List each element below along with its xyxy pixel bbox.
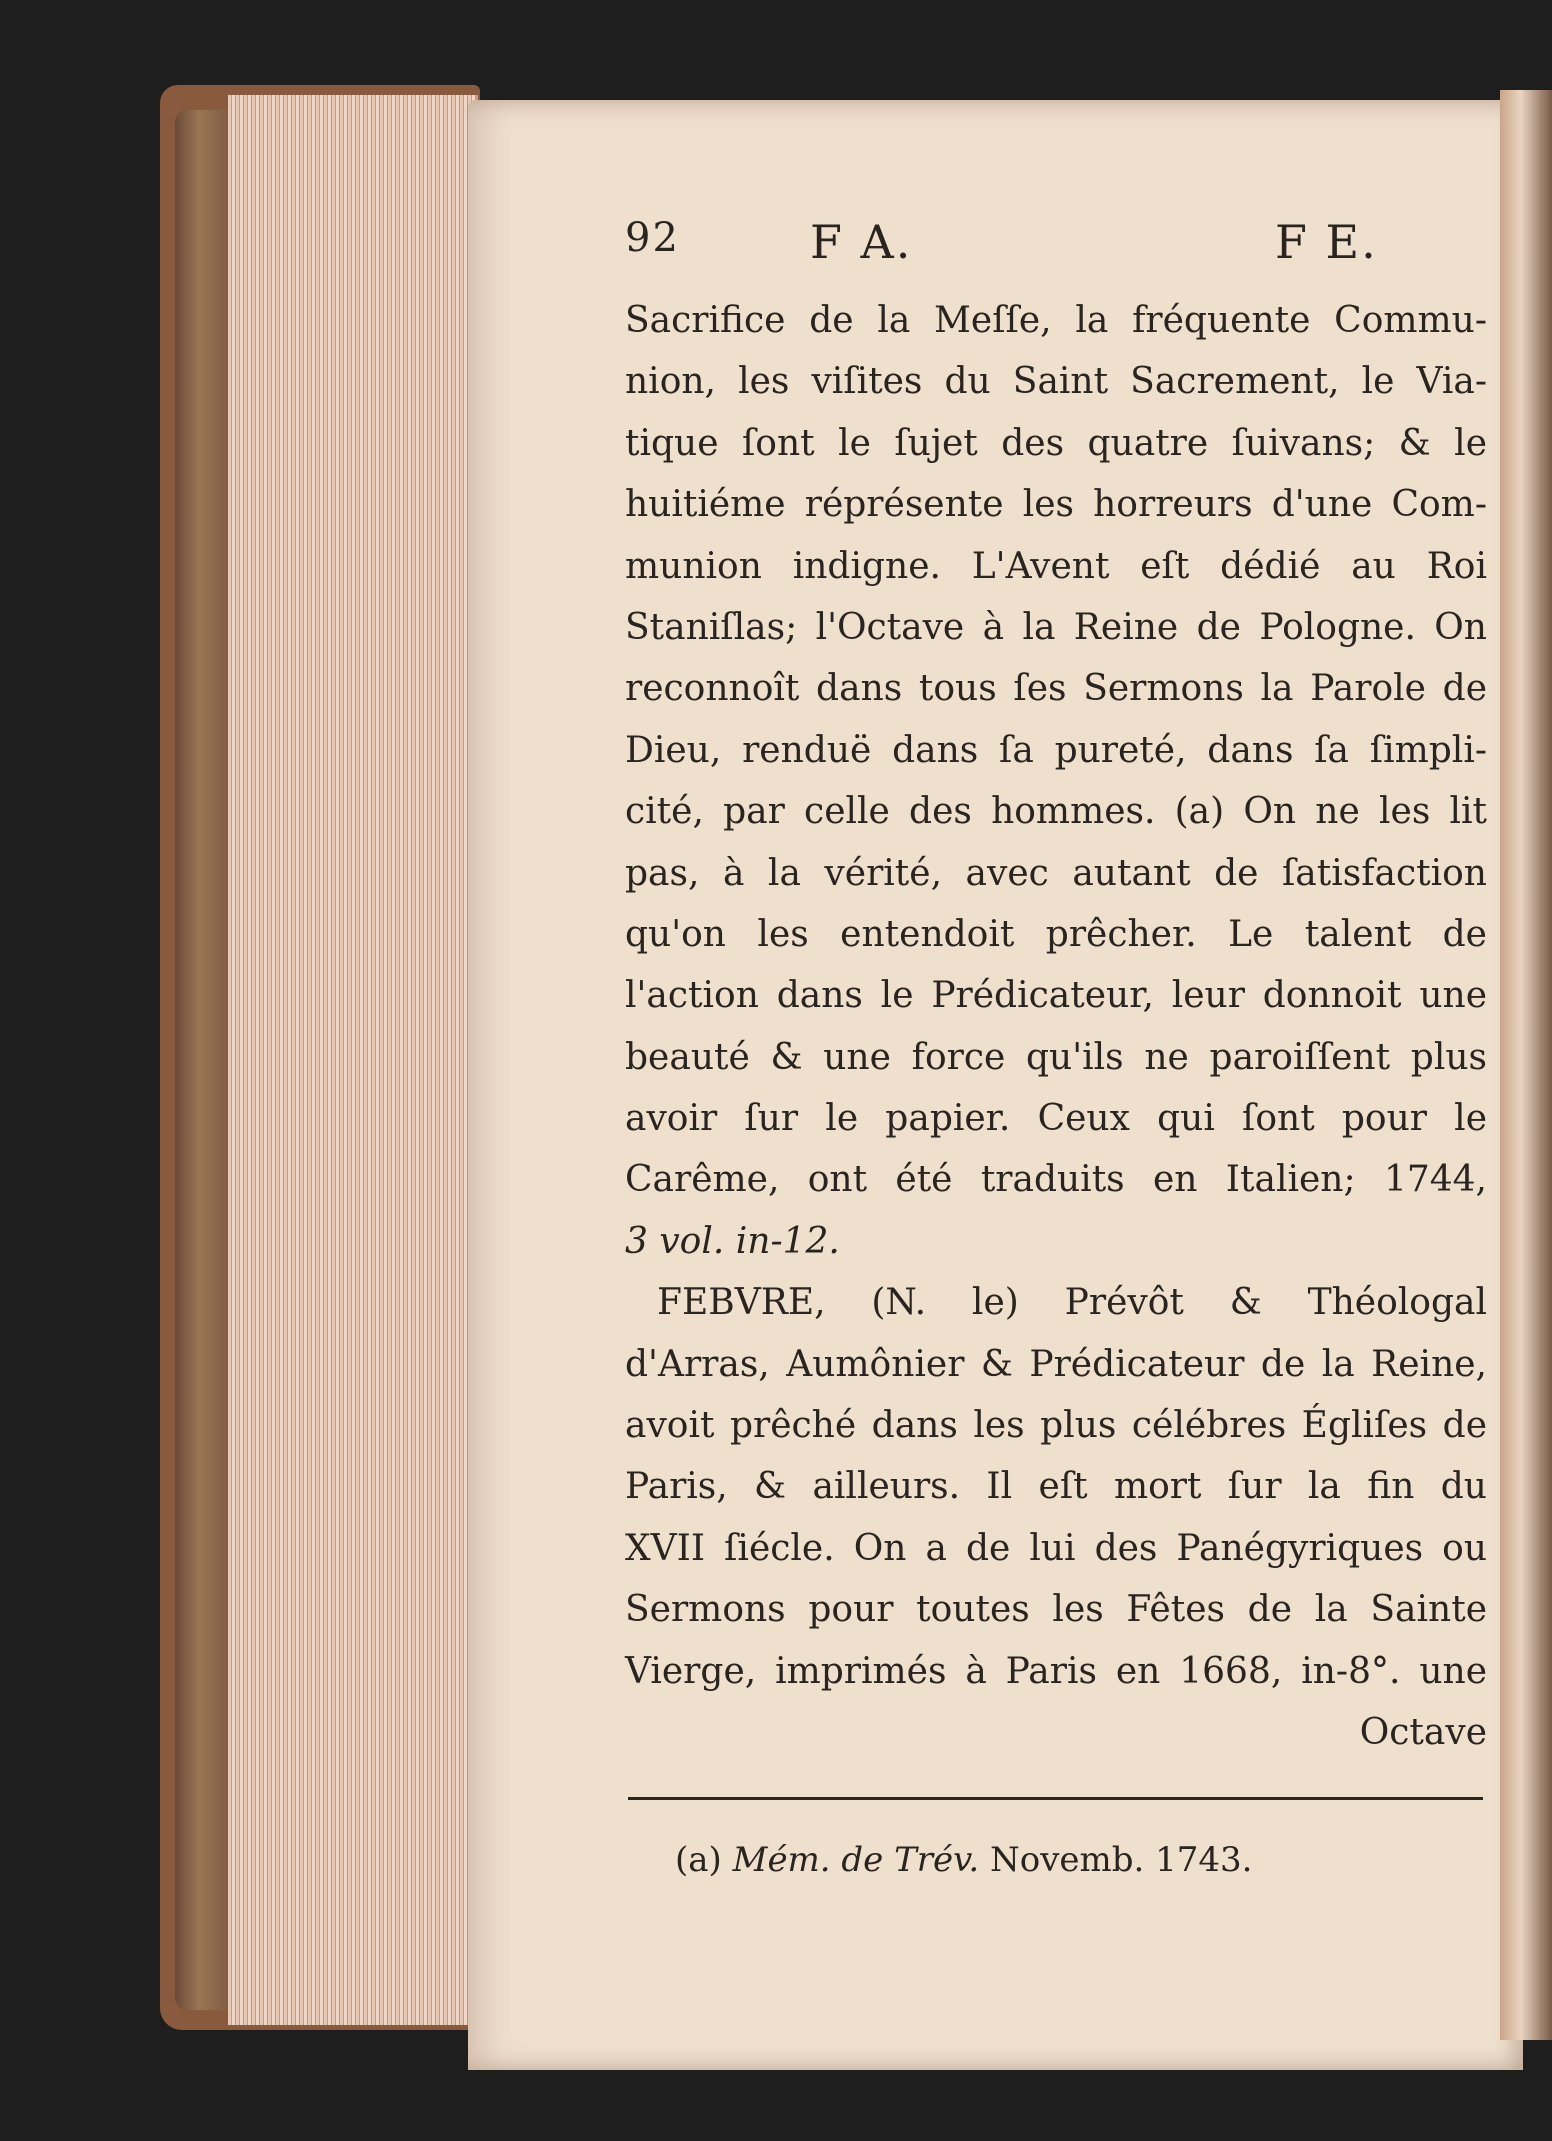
text-line: l'action dans le Prédicateur, leur donnoit une xyxy=(625,975,1487,1017)
text-line: Sacrifice de la Meſſe, la fréquente Commu- xyxy=(625,300,1487,341)
catchword: Octave xyxy=(1359,1711,1487,1753)
text-line: XVII ſiécle. On a de lui des Panégyriques ou xyxy=(625,1527,1487,1569)
page-number: 92 xyxy=(625,215,680,261)
text-line: Carême, ont été traduits en Italien; 1744, xyxy=(625,1159,1487,1201)
text-line: d'Arras, Aumônier & Prédicateur de la Reine, xyxy=(625,1343,1487,1385)
text-line: Vierge, imprimés à Paris en 1668, in-8°. une xyxy=(625,1650,1487,1692)
text-line: avoit prêché dans les plus célébres Égliſes de xyxy=(625,1405,1487,1447)
entry-heading-line: FEBVRE, (N. le) Prévôt & Théologal xyxy=(657,1282,1487,1324)
text-line: tique ſont le ſujet des quatre ſuivans; & le xyxy=(625,422,1487,464)
text-line: Paris, & ailleurs. Il eſt mort ſur la fin du xyxy=(625,1466,1487,1508)
text-line: cité, par celle des hommes. (a) On ne les lit xyxy=(625,791,1487,833)
footnote-source: Mém. de Trév. xyxy=(732,1840,980,1880)
text-line: beauté & une force qu'ils ne paroiſſent plus xyxy=(625,1036,1487,1078)
running-header xyxy=(625,215,1485,275)
text-line: munion indigne. L'Avent eſt dédié au Roi xyxy=(625,545,1487,587)
text-line: nion, les viſites du Saint Sacrement, le Via- xyxy=(625,361,1487,403)
book-spine xyxy=(175,110,235,2010)
text-line: huitiéme réprésente les horreurs d'une Com- xyxy=(625,484,1487,526)
footnote-rule xyxy=(628,1797,1483,1800)
text-line: qu'on les entendoit prêcher. Le talent de xyxy=(625,913,1487,955)
text-line: Staniſlas; l'Octave à la Reine de Pologne. On xyxy=(625,606,1487,648)
footnote-marker: (a) xyxy=(675,1840,722,1880)
page-edges xyxy=(228,95,478,2025)
text-line: pas, à la vérité, avec autant de ſatisfaction xyxy=(625,852,1487,894)
footnote-date: Novemb. 1743. xyxy=(989,1840,1253,1880)
running-head-left: F A. xyxy=(810,215,913,269)
text-line: Dieu, renduë dans ſa pureté, dans ſa ſimpli- xyxy=(625,729,1487,771)
body-text xyxy=(625,290,1487,1763)
text-line: reconnoît dans tous ſes Sermons la Parole de xyxy=(625,668,1487,710)
running-head-right: F E. xyxy=(1275,215,1378,269)
text-line: Sermons pour toutes les Fêtes de la Sainte xyxy=(625,1589,1487,1631)
text-line: 3 vol. in-12. xyxy=(625,1220,840,1262)
footnote xyxy=(675,1840,1275,1880)
text-line: avoir ſur le papier. Ceux qui ſont pour le xyxy=(625,1098,1487,1140)
facing-page-edge xyxy=(1500,90,1552,2040)
